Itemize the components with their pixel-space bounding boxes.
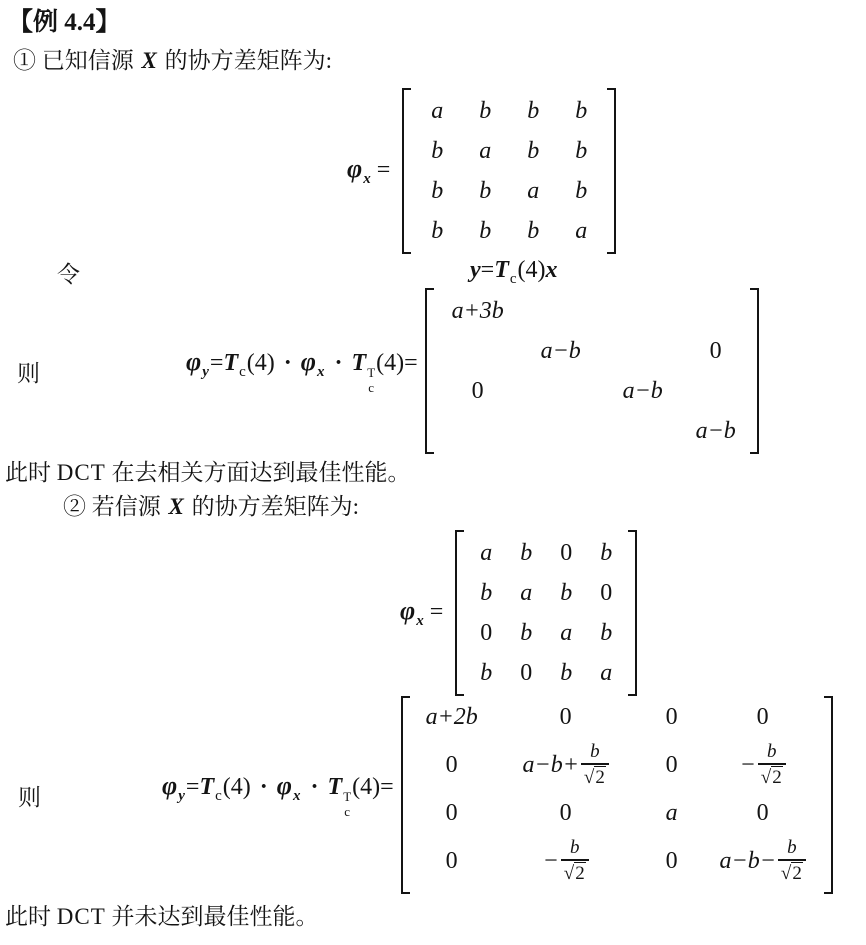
dot-operator: · bbox=[310, 774, 319, 801]
phi-subscript: x bbox=[317, 364, 325, 381]
transpose-superscript: T bbox=[367, 365, 376, 381]
then-label: 则 bbox=[18, 784, 41, 810]
transform-symbol: T bbox=[223, 350, 239, 377]
item2-pre: ② 若信源 bbox=[63, 494, 167, 519]
transform-symbol: T bbox=[327, 774, 343, 801]
matrix-cell: b bbox=[431, 178, 444, 204]
then-row-2 bbox=[0, 696, 866, 894]
left-bracket bbox=[425, 288, 434, 454]
item2-intro bbox=[63, 492, 866, 522]
equation-phi-x-1 bbox=[347, 88, 866, 254]
phi-subscript: x bbox=[363, 171, 371, 187]
matrix-cell: 0 bbox=[756, 704, 769, 730]
equals-sign: = bbox=[429, 599, 444, 625]
matrix-cell: 0 bbox=[665, 752, 678, 778]
fraction-denominator: √2 bbox=[581, 763, 609, 790]
matrix-grid bbox=[434, 288, 750, 454]
conclusion-2 bbox=[5, 902, 866, 932]
transform-argument: (4) bbox=[246, 350, 275, 377]
matrix-cell: a bbox=[480, 540, 493, 566]
left-bracket bbox=[455, 530, 464, 696]
dct-acronym: DCT bbox=[56, 460, 106, 485]
phi-subscript: x bbox=[416, 613, 424, 629]
phi-x-lhs-1 bbox=[347, 154, 395, 188]
radicand: 2 bbox=[772, 766, 782, 788]
left-bracket bbox=[402, 88, 411, 254]
phi-symbol: φ bbox=[300, 347, 316, 377]
item2-post: 的协方差矩阵为: bbox=[185, 494, 359, 519]
matrix-cell: b bbox=[527, 138, 540, 164]
y-vector: y bbox=[470, 256, 481, 283]
matrix-cell: a bbox=[431, 98, 444, 124]
fraction bbox=[561, 837, 589, 886]
matrix-cell: b bbox=[480, 660, 493, 686]
item2-variable-x: X bbox=[168, 494, 184, 519]
let-label: 令 bbox=[57, 261, 80, 287]
item1-post: 的协方差矩阵为: bbox=[158, 48, 332, 73]
transform-argument: (4) bbox=[376, 350, 405, 377]
matrix-cell bbox=[704, 837, 822, 886]
phi-symbol: φ bbox=[347, 154, 363, 183]
x-vector: x bbox=[545, 256, 558, 283]
matrix-cell: 0 bbox=[445, 848, 458, 874]
matrix-cell: 0 bbox=[445, 800, 458, 826]
conclusion2-pre: 此时 bbox=[5, 904, 57, 929]
item1-intro bbox=[13, 46, 866, 76]
fraction-numerator: b bbox=[787, 836, 797, 858]
phi-symbol: φ bbox=[400, 596, 416, 625]
matrix-cell: b bbox=[479, 178, 492, 204]
fraction-denominator: √2 bbox=[778, 859, 806, 886]
matrix-cell: a bbox=[560, 620, 573, 646]
matrix-cell: b bbox=[600, 540, 613, 566]
matrix-cell: 0 bbox=[559, 704, 572, 730]
phi-symbol: φ bbox=[186, 347, 202, 377]
matrix-cell: a bbox=[527, 178, 540, 204]
matrix-cell: b bbox=[527, 98, 540, 124]
phi-subscript: y bbox=[178, 788, 185, 805]
item1-pre: ① 已知信源 bbox=[13, 48, 140, 73]
transpose-subsup bbox=[367, 366, 375, 395]
matrix-cell: 0 bbox=[471, 378, 484, 404]
transform-symbol: T bbox=[351, 350, 367, 377]
transpose-superscript: T bbox=[343, 789, 352, 805]
phi-subscript: y bbox=[202, 364, 209, 381]
matrix-cell: a+2b bbox=[425, 704, 478, 730]
cell-prefix: a−b+ bbox=[522, 752, 579, 778]
equation-y-transform bbox=[470, 257, 558, 288]
matrix-cell: 0 bbox=[665, 704, 678, 730]
fraction-numerator: b bbox=[590, 740, 600, 762]
matrix-cell: b bbox=[479, 218, 492, 244]
matrix-cell bbox=[492, 837, 640, 886]
example-title: 【例 4.4】 bbox=[8, 9, 121, 36]
matrix-cell: 0 bbox=[756, 800, 769, 826]
radicand: 2 bbox=[575, 862, 585, 884]
matrix-cell: b bbox=[575, 138, 588, 164]
matrix-cell: b bbox=[560, 580, 573, 606]
phi-symbol: φ bbox=[162, 771, 178, 801]
fraction bbox=[758, 741, 786, 790]
transform-argument: (4) bbox=[222, 774, 251, 801]
right-bracket bbox=[750, 288, 759, 454]
left-bracket bbox=[401, 696, 410, 894]
conclusion1-post: 在去相关方面达到最佳性能。 bbox=[105, 460, 411, 485]
phi-symbol: φ bbox=[276, 771, 292, 801]
matrix-cell: b bbox=[431, 218, 444, 244]
matrix-phi-y-2 bbox=[401, 696, 833, 894]
transform-subscript: c bbox=[509, 270, 517, 287]
transform-argument: (4) bbox=[352, 774, 381, 801]
fraction-numerator: b bbox=[767, 740, 777, 762]
dot-operator: · bbox=[259, 774, 268, 801]
matrix-phi-y-1 bbox=[425, 288, 759, 454]
transform-subscript: c bbox=[215, 788, 222, 805]
matrix-cell: a bbox=[479, 138, 492, 164]
transform-argument: (4) bbox=[517, 256, 546, 283]
matrix-cell: b bbox=[520, 540, 533, 566]
matrix-phi-x-1 bbox=[402, 88, 616, 254]
right-bracket bbox=[824, 696, 833, 894]
matrix-cell: 0 bbox=[560, 540, 573, 566]
equals-sign: = bbox=[376, 157, 391, 183]
equals-sign: = bbox=[380, 774, 394, 801]
transform-symbol: T bbox=[494, 256, 509, 283]
matrix-cell: 0 bbox=[709, 338, 722, 364]
matrix-cell: b bbox=[431, 138, 444, 164]
matrix-cell: 0 bbox=[445, 752, 458, 778]
equation-phi-y-1 bbox=[186, 347, 418, 395]
cell-prefix: − bbox=[542, 848, 559, 874]
matrix-cell bbox=[704, 741, 822, 790]
matrix-cell: b bbox=[575, 98, 588, 124]
matrix-cell: a−b bbox=[695, 418, 736, 444]
matrix-phi-x-2 bbox=[455, 530, 637, 696]
phi-x-lhs-2 bbox=[400, 596, 448, 630]
then-label: 则 bbox=[17, 360, 40, 386]
transform-subscript: c bbox=[344, 803, 351, 819]
equation-phi-y-2 bbox=[162, 771, 394, 819]
cell-prefix: − bbox=[739, 752, 756, 778]
let-row bbox=[0, 256, 866, 288]
matrix-cell: b bbox=[479, 98, 492, 124]
matrix-cell: b bbox=[560, 660, 573, 686]
conclusion2-post: 并未达到最佳性能。 bbox=[105, 904, 319, 929]
transform-subscript: c bbox=[239, 364, 246, 381]
fraction-numerator: b bbox=[570, 836, 580, 858]
matrix-cell: a bbox=[575, 218, 588, 244]
equation-phi-x-2 bbox=[400, 530, 866, 696]
conclusion1-pre: 此时 bbox=[5, 460, 57, 485]
equals-sign: = bbox=[404, 350, 418, 377]
transpose-subsup bbox=[343, 790, 351, 819]
matrix-cell: a−b bbox=[622, 378, 663, 404]
fraction bbox=[581, 741, 609, 790]
radicand: 2 bbox=[595, 766, 605, 788]
right-bracket bbox=[607, 88, 616, 254]
matrix-cell: a bbox=[520, 580, 533, 606]
then-row-1 bbox=[0, 288, 866, 454]
fraction-denominator: √2 bbox=[561, 859, 589, 886]
dot-operator: · bbox=[283, 350, 292, 377]
matrix-cell: a−b bbox=[540, 338, 581, 364]
phi-subscript: x bbox=[293, 788, 301, 805]
matrix-cell: b bbox=[480, 580, 493, 606]
matrix-cell: a bbox=[600, 660, 613, 686]
equals-sign: = bbox=[480, 256, 495, 283]
conclusion-1 bbox=[5, 458, 866, 488]
transform-symbol: T bbox=[199, 774, 215, 801]
item1-variable-x: X bbox=[141, 48, 157, 73]
matrix-cell: 0 bbox=[559, 800, 572, 826]
matrix-cell: 0 bbox=[480, 620, 493, 646]
dot-operator: · bbox=[334, 350, 343, 377]
fraction-denominator: √2 bbox=[758, 763, 786, 790]
cell-prefix: a−b− bbox=[719, 848, 776, 874]
matrix-cell: a bbox=[665, 800, 678, 826]
matrix-cell: 0 bbox=[520, 660, 533, 686]
matrix-cell: 0 bbox=[665, 848, 678, 874]
radicand: 2 bbox=[792, 862, 802, 884]
equals-sign: = bbox=[209, 350, 224, 377]
matrix-cell: a+3b bbox=[451, 298, 504, 324]
matrix-grid bbox=[464, 530, 628, 696]
matrix-cell bbox=[492, 741, 640, 790]
right-bracket bbox=[628, 530, 637, 696]
matrix-cell: b bbox=[520, 620, 533, 646]
matrix-grid bbox=[410, 696, 824, 894]
equals-sign: = bbox=[185, 774, 200, 801]
matrix-grid bbox=[411, 88, 607, 254]
fraction bbox=[778, 837, 806, 886]
matrix-cell: b bbox=[600, 620, 613, 646]
matrix-cell: b bbox=[575, 178, 588, 204]
matrix-cell: 0 bbox=[600, 580, 613, 606]
matrix-cell: b bbox=[527, 218, 540, 244]
transform-subscript: c bbox=[368, 379, 375, 395]
dct-acronym: DCT bbox=[56, 904, 106, 929]
